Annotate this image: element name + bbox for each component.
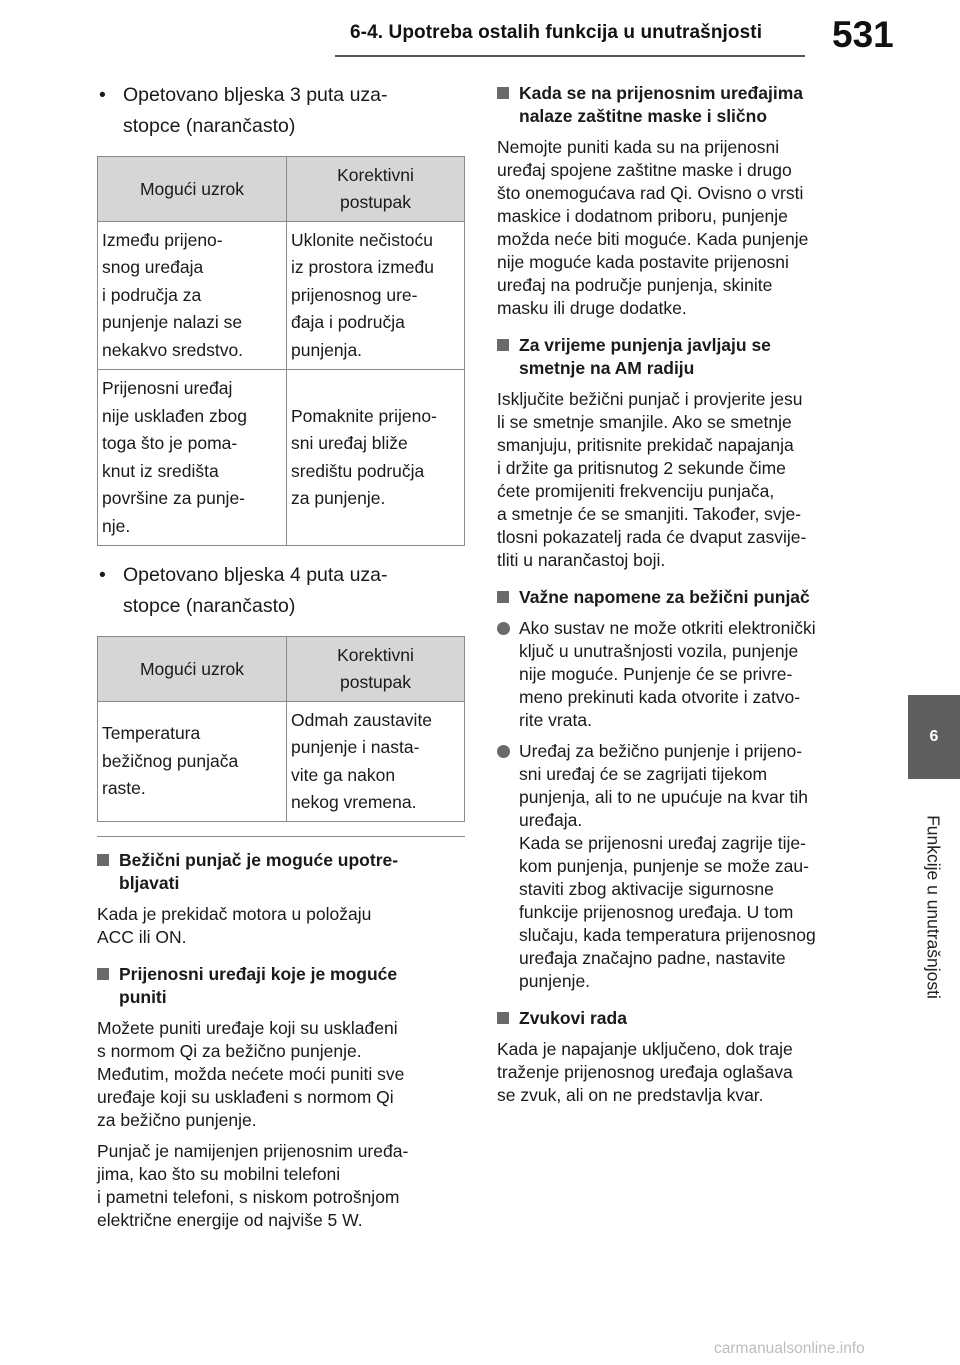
cell-line: i područja za — [102, 284, 202, 305]
header-line: Korektivni — [337, 165, 414, 185]
cell-line: snog uređaja — [102, 257, 204, 278]
cell-line: Prijenosni uređaj — [102, 378, 233, 398]
text-line: možda neće biti moguće. Kada punjenje — [497, 229, 809, 249]
heading-line: smetnje na AM radiju — [519, 358, 695, 378]
text-line: ćete promijeniti frekvenciju punjača, — [497, 481, 775, 501]
table-row — [98, 370, 465, 546]
header-line: Mogući uzrok — [139, 178, 245, 199]
table-row — [98, 702, 465, 822]
cell-line: toga što je poma- — [102, 433, 238, 453]
table-header-row — [98, 157, 465, 222]
text-line: se zvuk, ali on ne predstavlja kvar. — [497, 1085, 764, 1105]
header-cause — [98, 157, 287, 222]
paragraph-devices-1 — [97, 1017, 465, 1132]
text-line: sni uređaj će se zagrijati tijekom — [519, 764, 768, 784]
text-line: meno prekinuti kada otvorite i zatvo- — [519, 687, 801, 707]
paragraph-sounds — [497, 1038, 862, 1107]
text-line: a smetnje će se smanjiti. Također, svje- — [497, 504, 802, 524]
header-cause — [98, 637, 287, 702]
text-line: staviti zbog aktivacije sigurnosne — [519, 879, 774, 899]
table-row — [98, 222, 465, 370]
cell-line: nekog vremena. — [291, 792, 417, 812]
text-line: punjenja, ali to ne upućuje na kvar tih — [519, 787, 808, 807]
text-line: slučaju, kada temperatura prijenosnog — [519, 925, 816, 945]
text-line: funkcije prijenosnog uređaja. U tom — [519, 902, 794, 922]
header-line: postupak — [339, 672, 412, 692]
text-line: Uređaj za bežično punjenje i prijeno- — [519, 741, 803, 761]
table-3-flashes — [97, 156, 465, 546]
text-line: Kada je prekidač motora u položaju — [97, 904, 372, 924]
cell-line: iz prostora između — [291, 257, 434, 278]
text-line: punjenje. — [519, 971, 591, 991]
header-line: Mogući uzrok — [139, 658, 245, 679]
note-item — [497, 617, 862, 732]
heading-sounds — [497, 1007, 862, 1030]
cell-line: nekakvo sredstvo. — [102, 339, 244, 360]
heading-usable — [97, 849, 465, 895]
paragraph-am-noise — [497, 388, 862, 572]
text-line: uređaj na područje punjenja, skinite — [497, 275, 773, 295]
header-line: postupak — [339, 192, 412, 212]
text-line: li se smetnje smanjile. Ako se smetnje — [497, 412, 792, 432]
cell-line: punjenje nalazi se — [102, 312, 243, 333]
header-action — [287, 157, 465, 222]
square-bullet-icon — [97, 968, 109, 980]
cell-line: bežičnog punjača — [102, 750, 239, 771]
text-line: Punjač je namijenjen prijenosnim uređa- — [97, 1141, 409, 1161]
cell-line: knut iz središta — [102, 460, 219, 481]
cell-line: nije usklađen zbog — [102, 405, 247, 426]
header-rule — [335, 55, 805, 57]
text-line: Možete puniti uređaje koji su usklađeni — [97, 1018, 398, 1038]
text-line: nije moguće kada postavite prijenosni — [497, 252, 789, 272]
table-header-row — [98, 637, 465, 702]
text-line: Ako sustav ne može otkriti elektronički — [519, 618, 816, 638]
bullet-line: stopce (narančasto) — [123, 595, 296, 617]
text-line: ključ u unutrašnjosti vozila, punjenje — [519, 641, 799, 661]
text-line: maskice i dodatnom priboru, punjenje — [497, 206, 788, 226]
text-line: za bežično punjenje. — [97, 1110, 257, 1130]
cell-line: vite ga nakon — [291, 764, 396, 785]
square-bullet-icon — [497, 87, 509, 99]
cell-line: Uklonite nečistoću — [291, 229, 434, 250]
watermark-text: carmanualsonline.info — [714, 1340, 865, 1357]
square-bullet-icon — [497, 339, 509, 351]
header-line: Korektivni — [337, 645, 414, 665]
right-column — [497, 80, 862, 1107]
text-line: uređaje koji su usklađeni s normom Qi — [97, 1087, 394, 1107]
text-line: Nemojte puniti kada su na prijenosni — [497, 137, 780, 157]
cell-line: punjenja. — [291, 339, 363, 360]
chapter-tab — [908, 695, 960, 779]
cell-line: raste. — [102, 778, 146, 799]
text-line: s normom Qi za bežično punjenje. — [97, 1041, 362, 1061]
paragraph-devices-2 — [97, 1140, 465, 1232]
section-title: 6-4. Upotreba ostalih funkcija u unutrašnjosti — [350, 22, 763, 43]
cell-line: za punjenje. — [291, 488, 386, 508]
heading-line: bljavati — [119, 873, 180, 893]
text-line: jima, kao što su mobilni telefoni — [97, 1164, 341, 1184]
text-line: nije moguće. Punjenje će se privre- — [519, 664, 793, 684]
paragraph-covers — [497, 136, 862, 320]
header-action — [287, 637, 465, 702]
bullet-dot: • — [99, 564, 106, 586]
circle-bullet-icon — [497, 745, 510, 758]
section-divider — [97, 836, 465, 837]
text-line: traženje prijenosnog uređaja oglašava — [497, 1062, 793, 1082]
heading-devices — [97, 963, 465, 1009]
cell-line: đaja i područja — [291, 312, 405, 333]
text-line: masku ili druge dodatke. — [497, 298, 687, 318]
heading-line: puniti — [119, 987, 167, 1007]
text-line: uređaj spojene zaštitne maske i drugo — [497, 160, 792, 180]
cell-line: sni uređaj bliže — [291, 433, 408, 453]
heading-line: Bežični punjač je moguće upotre- — [119, 850, 399, 870]
bullet-3-flashes — [97, 80, 465, 142]
cell-action — [287, 222, 465, 370]
chapter-number: 6 — [929, 728, 939, 745]
cell-line: središtu područja — [291, 460, 425, 481]
bullet-line: Opetovano bljeska 3 puta uza- — [123, 84, 388, 106]
heading-line: Kada se na prijenosnim uređajima — [519, 83, 803, 103]
cell-action — [287, 702, 465, 822]
text-line: Kada je napajanje uključeno, dok traje — [497, 1039, 793, 1059]
text-line: ACC ili ON. — [97, 927, 187, 947]
cell-line: nje. — [102, 515, 131, 536]
text-line: tlosni pokazatelj rada će dvaput zasvije- — [497, 527, 807, 547]
square-bullet-icon — [97, 854, 109, 866]
heading-notes — [497, 586, 862, 609]
text-line: tliti u narančastoj boji. — [497, 550, 666, 570]
text-line: Isključite bežični punjač i provjerite jesu — [497, 389, 803, 409]
text-line: rite vrata. — [519, 710, 592, 730]
cell-line: Odmah zaustavite — [291, 709, 433, 730]
text-line: uređaja. — [519, 810, 583, 830]
circle-bullet-icon — [497, 622, 510, 635]
cell-action — [287, 370, 465, 546]
heading-line: nalaze zaštitne maske i slično — [519, 106, 768, 126]
page-number: 531 — [832, 14, 894, 55]
cell-line: površine za punje- — [102, 488, 245, 508]
table-4-flashes — [97, 636, 465, 822]
cell-line: prijenosnog ure- — [291, 284, 418, 305]
cell-line: Temperatura — [102, 723, 201, 744]
cell-cause — [98, 702, 287, 822]
bullet-line: Opetovano bljeska 4 puta uza- — [123, 564, 388, 586]
text-line: Kada se prijenosni uređaj zagrije tije- — [519, 833, 806, 853]
heading-line: Prijenosni uređaji koje je moguće — [119, 964, 398, 984]
heading-am-noise — [497, 334, 862, 380]
heading-line: Važne napomene za bežični punjač — [519, 587, 810, 607]
bullet-dot: • — [99, 84, 106, 106]
left-column — [97, 80, 465, 1232]
bullet-line: stopce (narančasto) — [123, 115, 296, 137]
text-line: smanjuju, pritisnite prekidač napajanja — [497, 435, 794, 455]
heading-covers — [497, 82, 862, 128]
cell-line: punjenje i nasta- — [291, 737, 420, 757]
cell-cause — [98, 222, 287, 370]
heading-line: Za vrijeme punjenja javljaju se — [519, 335, 771, 355]
text-line: što onemogućava rad Qi. Ovisno o vrsti — [497, 183, 804, 203]
heading-line: Zvukovi rada — [519, 1008, 627, 1028]
note-item — [497, 740, 862, 993]
text-line: kom punjenja, punjenje se može zau- — [519, 856, 809, 876]
bullet-4-flashes — [97, 560, 465, 622]
square-bullet-icon — [497, 1012, 509, 1024]
paragraph-usable — [97, 903, 465, 949]
text-line: uređaja značajno padne, nastavite — [519, 948, 786, 968]
chapter-title: Funkcije u unutrašnjosti — [923, 815, 944, 999]
text-line: i držite ga pritisnutog 2 sekunde čime — [497, 458, 786, 478]
cell-line: Između prijeno- — [102, 229, 223, 250]
text-line: električne energije od najviše 5 W. — [97, 1210, 363, 1230]
text-line: Međutim, možda nećete moći puniti sve — [97, 1064, 405, 1084]
square-bullet-icon — [497, 591, 509, 603]
cell-cause — [98, 370, 287, 546]
text-line: i pametni telefoni, s niskom potrošnjom — [97, 1187, 400, 1207]
cell-line: Pomaknite prijeno- — [291, 405, 437, 426]
